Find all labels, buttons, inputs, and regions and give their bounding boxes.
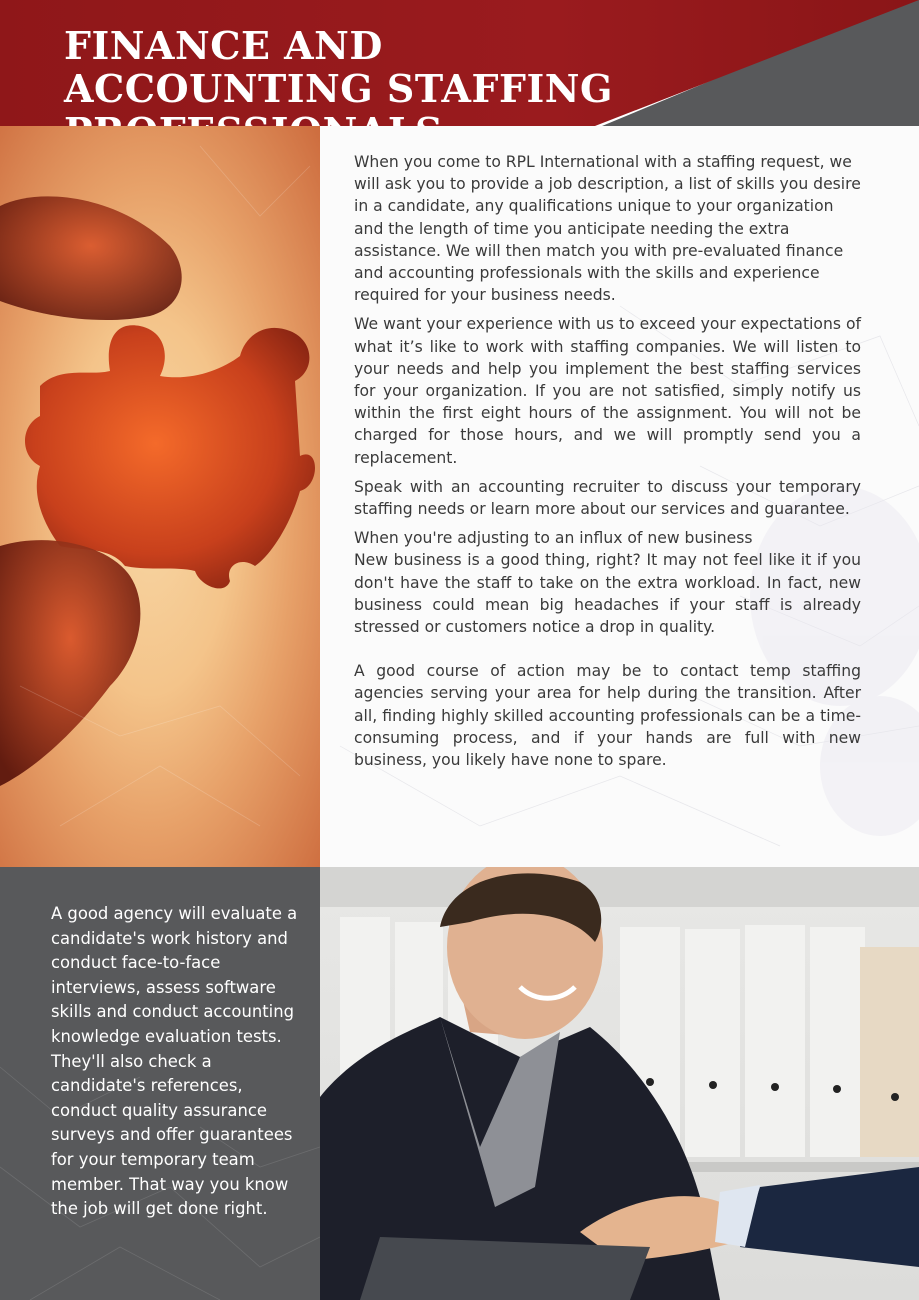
paragraph-recruiter: Speak with an accounting recruiter to discuss your temporary staffing needs or learn more about our services and guarantee. [354, 477, 861, 519]
page-title: FINANCE AND ACCOUNTING STAFFING [64, 23, 613, 111]
paragraph-subheading: When you're adjusting to an influx of new business [354, 529, 753, 548]
office-photo [320, 867, 919, 1300]
puzzle-illustration [0, 126, 320, 867]
paragraph-course-of-action: A good course of action may be to contact temp staffing agencies serving your area for help during the transition. After all, finding highly skilled accounting professionals can be a time-consuming process, and if your hands are full with new business, you likely have none to spare. [354, 662, 861, 770]
paragraph-intro: When you come to RPL International with a staffing request, we will ask you to provide a job description, a list of skills you desire in a candidate, any qualifications unique to your organization and the length of time you anticipate needing the extra assistance. We will then match you with pre-evaluated finance and accounting professionals with the skills and experience required for your business needs. [354, 153, 861, 305]
puzzle-photo [0, 126, 320, 867]
paragraph-new-business: New business is a good thing, right? It may not feel like it if you don't have the staff to take on the extra workload. In fact, new business could mean big headaches if your staff is already stressed or customers notice a drop in quality. [354, 551, 861, 637]
main-body-text [354, 151, 861, 778]
paragraph-experience: We want your experience with us to exceed your expectations of what it’s like to work with staffing companies. We will listen to your needs and help you implement the best staffing services for your organization. If you are not satisfied, simply notify us within the first eight hours of the assignment. You will not be charged for those hours, and we will promptly send you a replacement. [354, 315, 861, 467]
sidebar-text: A good agency will evaluate a candidate's work history and conduct face-to-face interviews, assess software skills and conduct accounting knowledge evaluation tests. They'll also check a candidate's references, conduct quality assurance surveys and offer guarantees for your temporary team member. That way you know the job will get done right. [51, 904, 298, 1219]
handshake-illustration [320, 867, 919, 1300]
